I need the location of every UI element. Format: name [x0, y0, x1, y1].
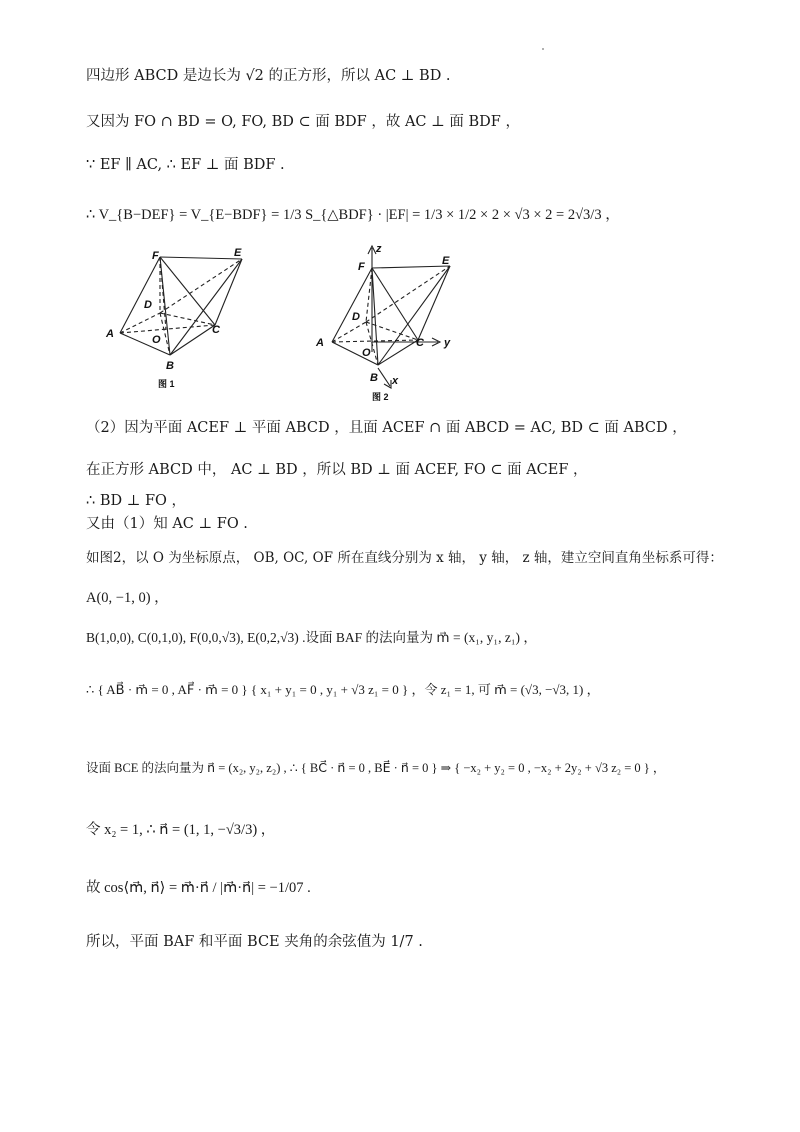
fig2-label-e: E — [442, 255, 450, 267]
text-line-15-conclusion — [86, 932, 423, 952]
fig2-x-axis — [378, 368, 390, 386]
fig1-edge-ce — [215, 259, 242, 325]
fig2-label-a: A — [316, 337, 324, 349]
text-line-7 — [86, 514, 248, 534]
text-line-8 — [86, 548, 723, 568]
fig1-label-a: A — [106, 328, 114, 340]
fig1-dash-ad — [120, 313, 160, 333]
fig2-edge-fe — [372, 266, 450, 268]
fig1-label-d: D — [144, 299, 152, 311]
text-line-12-system-n — [86, 758, 665, 778]
fig2-label-d: D — [352, 311, 360, 323]
fig1-label-e: E — [234, 247, 242, 259]
text-line-14-cosine — [86, 878, 311, 898]
line-14-text: 故 cos⟨m⃗, n⃗⟩ = m⃗·n⃗ / |m⃗·n⃗| = −1/07 . — [86, 880, 311, 896]
line-5-text: 在正方形 ABCD 中， AC ⊥ BD ，所以 BD ⊥ 面 ACEF, FO ⊂ 面 ACEF ， — [86, 462, 588, 478]
fig1-edge-be — [170, 259, 242, 355]
fig1-caption: 图 1 — [158, 379, 175, 389]
fig1-label-o: O — [152, 334, 161, 346]
line-9-text: A(0, −1, 0) ， — [86, 590, 169, 606]
fig2-label-c: C — [416, 337, 424, 349]
text-line-11-system-m — [86, 680, 600, 700]
fig2-edge-ab — [332, 342, 378, 365]
text-line-6 — [86, 491, 186, 511]
fig2-label-o: O — [362, 347, 371, 359]
line-8-text: 如图2，以 O 为坐标原点， OB, OC, OF 所在直线分别为 x 轴， y 轴， z 轴，建立空间直角坐标系可得： — [86, 550, 723, 566]
text-line-4 — [86, 418, 687, 438]
line-15-text: 所以，平面 BAF 和平面 BCE 夹角的余弦值为 1/7 . — [86, 934, 423, 950]
text-line-0 — [86, 66, 451, 86]
fig2-label-y: y — [444, 337, 451, 349]
fig1-dash-fo — [160, 257, 166, 330]
line-0-text: 四边形 ABCD 是边长为 √2 的正方形，所以 AC ⊥ BD . — [86, 68, 451, 84]
fig2-label-b: B — [370, 372, 378, 384]
text-line-13 — [86, 820, 275, 840]
fig2-edge-bc — [378, 340, 418, 365]
fig1-edge-ab — [120, 333, 170, 355]
fig2-edge-fc — [372, 268, 418, 340]
fig2-dash-fd — [366, 268, 372, 322]
line-3-text: ∴ V_{B−DEF} = V_{E−BDF} = 1/3 S_{△BDF} · |EF| = 1/3 × 1/2 × 2 × √3 × 2 = 2√3/3 ， — [86, 207, 620, 223]
line-1-text: 又因为 FO ∩ BD = O, FO, BD ⊂ 面 BDF ，故 AC ⊥ 面 BDF ， — [86, 114, 520, 130]
fig1-edge-fe — [160, 257, 242, 259]
fig2-label-f: F — [358, 261, 365, 273]
line-7-text: 又由（1）知 AC ⊥ FO . — [86, 516, 248, 532]
text-line-2 — [86, 155, 285, 175]
fig2-x-arrow — [384, 380, 391, 388]
fig1-dash-db — [160, 313, 170, 355]
fig2-label-x: x — [392, 375, 399, 387]
fig2-dash-dc — [366, 322, 418, 340]
text-line-9 — [86, 588, 169, 608]
figure-2 — [310, 240, 470, 405]
line-13-text: 令 x₂ = 1, ∴ n⃗ = (1, 1, −√3/3) ， — [86, 822, 276, 838]
text-line-10 — [86, 628, 537, 648]
line-11-text: ∴ { AB⃗ · m⃗ = 0 , AF⃗ · m⃗ = 0 } { x₁ + y₁ = 0 , y₁ + √3 z₁ = 0 } ，令 z₁ = 1, 可 m⃗ = (√3, −√3, 1) ， — [86, 682, 600, 697]
line-2-text: ∵ EF ∥ AC, ∴ EF ⊥ 面 BDF . — [86, 157, 285, 173]
fig1-edge-bc — [170, 325, 215, 355]
fig2-caption: 图 2 — [372, 392, 389, 402]
fig1-edge-fa — [120, 257, 160, 333]
fig1-label-b: B — [166, 360, 174, 372]
text-line-3-volume — [86, 205, 620, 225]
line-12-text: 设面 BCE 的法向量为 n⃗ = (x₂, y₂, z₂) , ∴ { BC⃗ · n⃗ = 0 , BE⃗ · n⃗ = 0 } ⇒ { −x₂ + y₂ = 0 , −x₂ + 2y₂ + √3 z₂ = 0 } ， — [86, 761, 666, 775]
fig1-dash-de — [160, 259, 242, 313]
text-line-1 — [86, 112, 520, 132]
fig2-edge-fa — [332, 268, 372, 342]
fig1-label-f: F — [152, 250, 159, 262]
fig2-edge-be — [378, 266, 450, 365]
fig2-label-z: z — [376, 243, 382, 255]
scan-speck — [542, 48, 544, 50]
figure-1 — [100, 245, 280, 395]
line-6-text: ∴ BD ⊥ FO ， — [86, 493, 187, 509]
line-4-text: （2）因为平面 ACEF ⊥ 平面 ABCD ，且面 ACEF ∩ 面 ABCD = AC, BD ⊂ 面 ABCD ， — [86, 420, 687, 436]
line-10-text: B(1,0,0), C(0,1,0), F(0,0,√3), E(0,2,√3) .设面 BAF 的法向量为 m⃗ = (x₁, y₁, z₁) ， — [86, 630, 537, 645]
text-line-5 — [86, 460, 588, 480]
fig1-label-c: C — [212, 324, 220, 336]
